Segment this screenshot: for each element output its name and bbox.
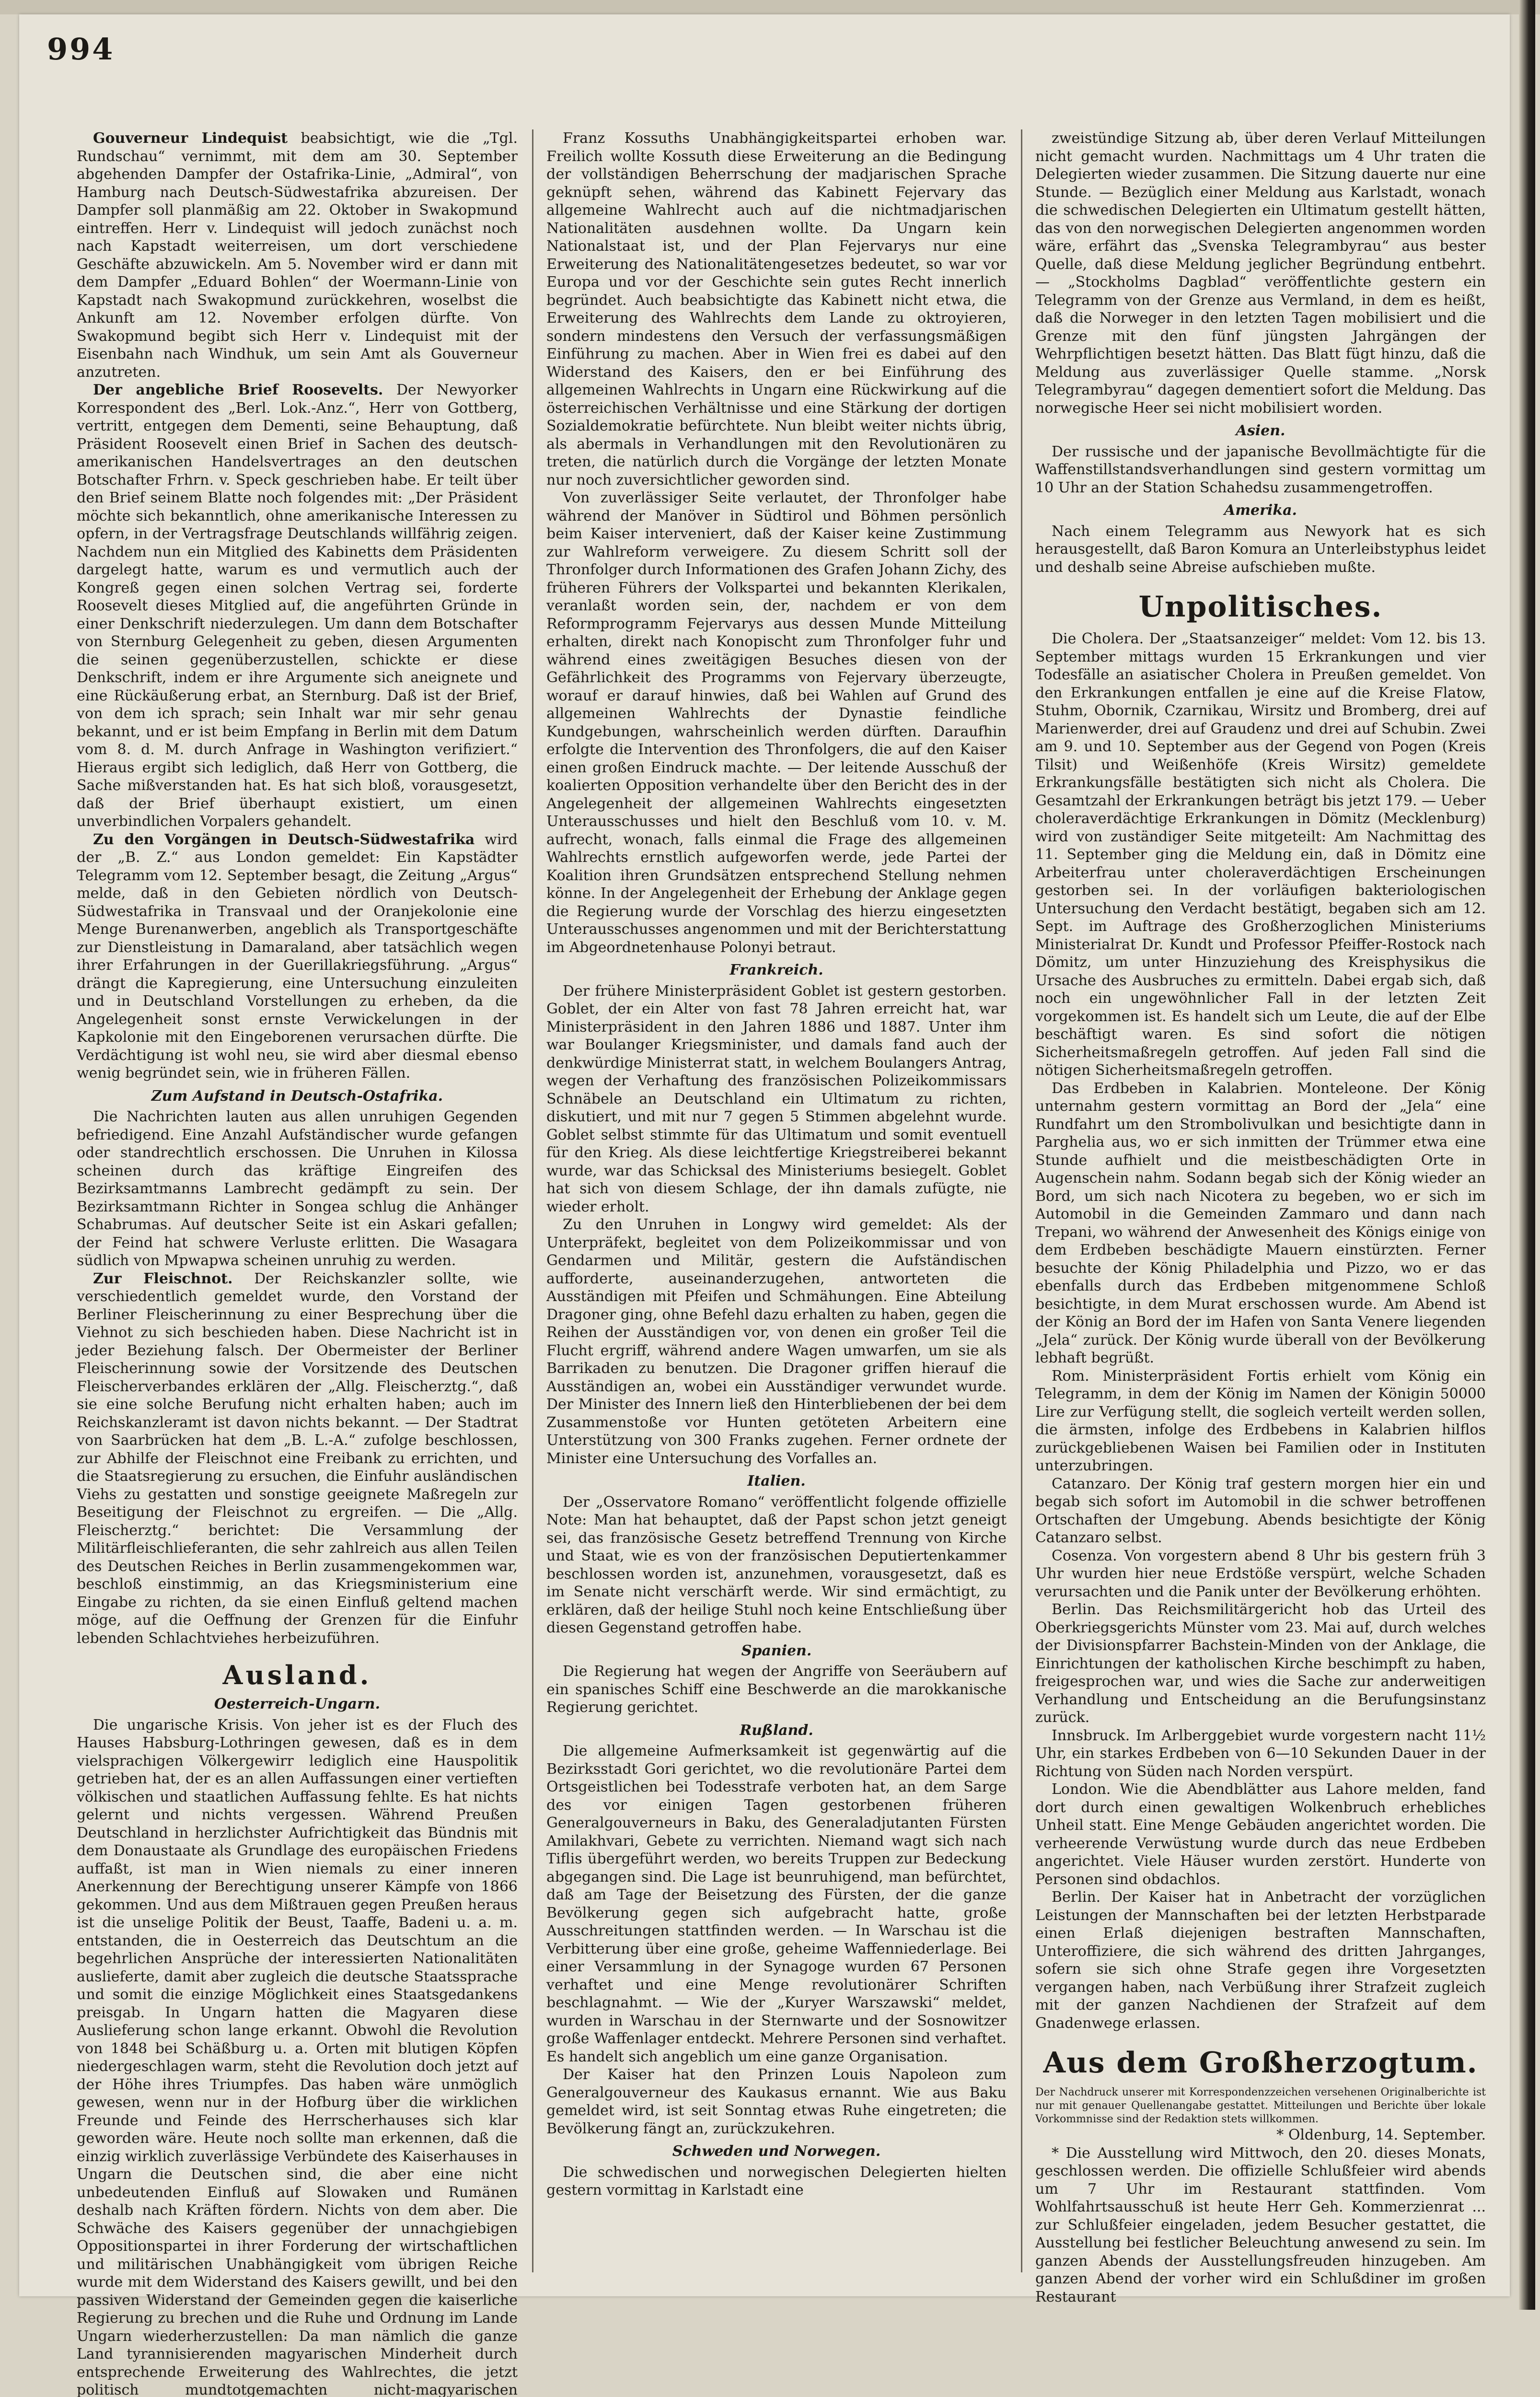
article-paragraph: [1035, 1547, 1486, 1601]
subheading: Zum Aufstand in Deutsch-Ostafrika.: [77, 1087, 518, 1105]
article-text: Nach einem Telegramm aus Newyork hat es sich herausgestellt, daß Baron Komura an Unterleibstyphus leidet und deshalb seine Abreise aufschieben mußte.: [1035, 523, 1486, 576]
subheading: Schweden und Norwegen.: [546, 2142, 1007, 2161]
section-heading: Aus dem Großherzogtum.: [1035, 2046, 1486, 2080]
column-2: [546, 129, 1007, 2272]
column-rule-2: [1021, 129, 1022, 2272]
article-paragraph: [77, 831, 518, 1082]
article-text: Berlin. Das Reichsmilitärgericht hob das Urteil des Oberkriegsgerichts Münster vom 23. Mai auf, durch welches der Divisionspfarrer Bachstein-Minden von der Anklage, die Einrichtungen der katholischen Kirche beschimpft zu haben, freigesprochen war, und wies die Sache zur anderweitigen Verhandlung und Entscheidung an die Berufungsinstanz zurück.: [1035, 1601, 1486, 1726]
subheading: Rußland.: [546, 1722, 1007, 1740]
article-paragraph: [77, 1270, 518, 1648]
article-paragraph: [546, 1216, 1007, 1467]
scan-top-band: [0, 0, 1540, 14]
subheading: Asien.: [1035, 422, 1486, 440]
subheading: Oesterreich-Ungarn.: [77, 1695, 518, 1713]
article-text: Das Erdbeben in Kalabrien. Monteleone. Der König unternahm gestern vormittag an Bord der „Jela“ eine Rundfahrt um den Strombolivulkan und besichtigte dann in Parghelia aus, wo er sich inmitten der Trümmer etwa eine Stunde aufhielt und die meistbeschädigten Orte in Augenschein nahm. Sodann begab sich der König wieder an Bord, um sich nach Nicotera zu begeben, wo er sich im Automobil in die Gemeinden Zammaro und dann nach Trepani, wo während der Anwesenheit des Königs einige von dem Erdbeben beschädigte Mauern einstürzten. Ferner besuchte der König Philadelphia und Pizzo, wo er das ebenfalls durch das Erdbeben mitgenommene Schloß besichtigte, in dem Murat erschossen wurde. Am Abend ist der König an Bord der im Hafen von Santa Venere liegenden „Jela“ zurück. Der König wurde überall von der Bevölkerung lebhaft begrüßt.: [1035, 1080, 1486, 1367]
article-paragraph: [546, 129, 1007, 489]
article-paragraph: [1035, 1780, 1486, 1888]
article-paragraph: [546, 982, 1007, 1216]
article-text: Catanzaro. Der König traf gestern morgen hier ein und begab sich sofort im Automobil in die schwer betroffenen Ortschaften der Umgebung. Abends besichtigte der König Catanzaro selbst.: [1035, 1476, 1486, 1547]
subheading: Italien.: [546, 1472, 1007, 1490]
article-text: wird der „B. Z.“ aus London gemeldet: Ein Kapstädter Telegramm vom 12. September besagt, die Zeitung „Argus“ melde, daß in den Gebieten nördlich von Deutsch-Südwestafrika in Transvaal und der Oranjekolonie eine Menge Burenanwerben, angeblich als Transportgeschäfte zur Dienstleistung in Damaraland, aber tatsächlich wegen ihrer Erfahrungen in der Guerillakriegsführung. „Argus“ drängt die Kapregierung, eine Untersuchung einzuleiten und in Deutschland Vorstellungen zu erheben, da die Angelegenheit sonst ernste Verwickelungen in der Kapkolonie mit den Eingeborenen verursachen dürfte. Die Verdächtigung ist wohl neu, sie wird aber diesmal ebenso wenig begründet sein, wie in früheren Fällen.: [77, 831, 518, 1082]
article-text: Die schwedischen und norwegischen Delegierten hielten gestern vormittag in Karlstadt eine: [546, 2164, 1007, 2199]
article-text: Von zuverlässiger Seite verlautet, der Thronfolger habe während der Manöver in Südtirol und Böhmen persönlich beim Kaiser interveniert, daß der Kaiser keine Zustimmung zur Wahlreform verweigere. Zu diesem Schritt soll der Thronfolger durch Informationen des Grafen Johann Zichy, des früheren Führers der Volkspartei und bekannten Klerikalen, veranlaßt worden sein, der, nachdem er von dem Reformprogramm Fejervarys aus dessen Munde Mitteilung erhalten, direkt nach Konopischt zum Thronfolger fuhr und während eines zweitägigen Besuches diesen von der Gefährlichkeit des Programms von Fejervary überzeugte, worauf er darauf hinwies, daß bei Wahlen auf Grund des allgemeinen Wahlrechts der Dynastie feindliche Kundgebungen, wahrscheinlich werden dürften. Daraufhin erfolgte die Intervention des Thronfolgers, die auf den Kaiser einen großen Eindruck machte. — Der leitende Ausschuß der koalierten Opposition verhandelte über den Bericht des in der Angelegenheit der allgemeinen Wahlrechts eingesetzten Unterausschusses und hielt den Beschluß vom 10. v. M. aufrecht, wonach, falls einmal die Frage des allgemeinen Wahlrechts ernstlich aufgeworfen werde, jede Partei der Koalition ihren Grundsätzen entsprechend Stellung nehmen könne. In der Angelegenheit der Erhebung der Anklage gegen die Regierung wurde der Vorschlag des hierzu eingesetzten Unterausschusses angenommen und mit der Berichterstattung im Abgeordnetenhause Polonyi betraut.: [546, 489, 1007, 956]
article-paragraph: [1035, 1727, 1486, 1781]
article-text: Der russische und der japanische Bevollmächtigte für die Waffenstillstandsverhandlungen sind gestern vormittag um 10 Uhr an der Station Schahedsu zusammengetroffen.: [1035, 443, 1486, 496]
article-text: Rom. Ministerpräsident Fortis erhielt vom König ein Telegramm, in dem der König im Namen der Königin 50000 Lire zur Verfügung stellt, die sogleich verteilt werden sollen, die ärmsten, infolge des Erdbebens in Kalabrien hilflos zurückgebliebenen Waisen bei Familien oder in Instituten unterzubringen.: [1035, 1368, 1486, 1475]
article-text: Zu den Unruhen in Longwy wird gemeldet: Als der Unterpräfekt, begleitet von dem Polizeikommissar und von Gendarmen und Militär, gestern die Aufständischen aufforderte, auseinanderzugehen, antworteten die Ausständigen mit Pfeifen und Schmähungen. Eine Abteilung Dragoner ging, ohne Befehl dazu erhalten zu haben, gegen die Reihen der Ausständigen vor, von denen ein großer Teil die Flucht ergriff, während andere Wagen umwarfen, um sie als Barrikaden zu benutzen. Die Dragoner griffen hierauf die Ausständigen an, wobei ein Ausständiger verwundet wurde. Der Minister des Innern ließ den Hinterbliebenen der bei dem Zusammenstoße vor Hunten getöteten Arbeitern eine Unterstützung von 300 Franks zugehen. Ferner ordnete der Minister eine Untersuchung des Vorfalles an.: [546, 1216, 1007, 1467]
article-text: Der „Osservatore Romano“ veröffentlicht folgende offizielle Note: Man hat behauptet, daß der Papst schon jetzt geneigt sei, das französische Gesetz betreffend Trennung von Kirche und Staat, wie es von der französischen Deputiertenkammer beschlossen worden ist, anzunehmen, vorausgesetzt, daß es im Senate nicht verschärft werde. Wir sind ermächtigt, zu erklären, daß der heilige Stuhl noch keine Entschließung über diesen Gegenstand getroffen habe.: [546, 1494, 1007, 1637]
article-paragraph: [546, 2164, 1007, 2199]
article-paragraph: [546, 1663, 1007, 1717]
article-lead: Gouverneur Lindequist: [93, 130, 288, 147]
newspaper-page: [19, 14, 1510, 2296]
article-paragraph: [546, 1742, 1007, 2066]
article-paragraph: [1035, 523, 1486, 577]
article-paragraph: [77, 381, 518, 831]
article-text: Innsbruck. Im Arlberggebiet wurde vorgestern nacht 11½ Uhr, ein starkes Erdbeben von 6—10 Sekunden Dauer in der Richtung von Süden nach Norden verspürt.: [1035, 1727, 1486, 1780]
article-paragraph: [546, 489, 1007, 956]
article-lead: Zu den Vorgängen in Deutsch-Südwestafrika: [93, 831, 475, 848]
article-paragraph: [1035, 630, 1486, 1080]
section-heading: Ausland.: [77, 1660, 518, 1690]
article-paragraph: [77, 1716, 518, 2397]
article-paragraph: [546, 1493, 1007, 1637]
article-paragraph: [1035, 129, 1486, 417]
article-text: Berlin. Der Kaiser hat in Anbetracht der vorzüglichen Leistungen der Mannschaften bei der letzten Herbstparade einen Erlaß diejenigen bestraften Mannschaften, Unteroffiziere, die sich während des dritten Jahrganges, sofern sie sich ohne Strafe gegen ihre Vorgesetzten vergangen haben, nach Verbüßung ihrer Strafzeit zugleich mit der ganzen Nachdienen der Strafzeit auf dem Gnadenwege erlassen.: [1035, 1889, 1486, 2032]
article-text: Cosenza. Von vorgestern abend 8 Uhr bis gestern früh 3 Uhr wurden hier neue Erdstöße verspürt, welche Schaden verursachten und die Panik unter der Bevölkerung erhöhten.: [1035, 1548, 1486, 1600]
article-paragraph: [1035, 2144, 1486, 2306]
page-number: 994: [47, 32, 115, 67]
article-text: * Die Ausstellung wird Mittwoch, den 20. dieses Monats, geschlossen werden. Die offizielle Schlußfeier wird abends um 7 Uhr im Restaurant stattfinden. Vom Wohlfahrtsausschuß ist heute Herr Geh. Kommerzienrat ... zur Schlußfeier eingeladen, jedem Besucher gestattet, die Ausstellung bei festlicher Beleuchtung anwesend zu sein. Im ganzen Abends der Ausstellungsfreuden hinzugeben. Am ganzen Abend der vorher wird ein Schlußdiner im großen Restaurant: [1035, 2145, 1486, 2305]
column-3: [1035, 129, 1486, 2272]
column-1: [77, 129, 518, 2272]
article-text: zweistündige Sitzung ab, über deren Verlauf Mitteilungen nicht gemacht wurden. Nachmittags um 4 Uhr traten die Delegierten wieder zusammen. Die Sitzung dauerte nur eine Stunde. — Bezüglich einer Meldung aus Karlstadt, wonach die schwedischen Delegierten ein Ultimatum gestellt hätten, das von den norwegischen Delegierten angenommen worden wäre, erfährt das „Svenska Telegrambyrau“ aus bester Quelle, daß diese Meldung jeglicher Begründung entbehrt. — „Stockholms Dagblad“ veröffentlichte gestern ein Telegramm von der Grenze aus Vermland, in dem es heißt, daß die Norweger in den letzten Tagen mobilisiert und die Grenze mit den fünf jüngsten Jahrgängen der Wehrpflichtigen besetzt hätten. Das Blatt fügt hinzu, daß die Meldung aus zuverlässiger Quelle stamme. „Norsk Telegrambyrau“ dagegen dementiert sofort die Meldung. Das norwegische Heer sei nicht mobilisiert worden.: [1035, 130, 1486, 417]
subheading: Spanien.: [546, 1642, 1007, 1660]
article-text: Der Newyorker Korrespondent des „Berl. Lok.-Anz.“, Herr von Gottberg, vertritt, entgegen dem Dementi, seine Behauptung, daß Präsident Roosevelt einen Brief in Sachen des deutsch-amerikanischen Handelsvertrages an den deutschen Botschafter Frhrn. v. Speck geschrieben habe. Er teilt über den Brief seinem Blatte noch folgendes mit: „Der Präsident möchte sich bekanntlich, ohne amerikanische Interessen zu opfern, in der Vertragsfrage Deutschlands willfährig zeigen. Nachdem nun ein Mitglied des Kabinetts dem Präsidenten dargelegt hatte, warum es und vermutlich auch der Kongreß gegen einen solchen Vertrag sei, forderte Roosevelt dieses Mitglied auf, die angeführten Gründe in einer Denkschrift niederzulegen. Um dann dem Botschafter von Sternburg Gelegenheit zu geben, diesen Argumenten die seinen gegenüberzustellen, schickte er diese Denkschrift, indem er ihre Argumente sich aneignete und eine Rückäußerung erbat, an Sternburg. Daß ist der Brief, von dem ich sprach; sein Inhalt war mir sehr genau bekannt, und er ist beim Empfang in Berlin mit dem Datum vom 8. d. M. durch Anfrage in Washington verifiziert.“ Hieraus ergibt sich lediglich, daß Herr von Gottberg, die Sache mißverstanden hat. Es hat sich bloß, vorausgesetzt, daß der Brief überhaupt existiert, um einen unverbindlichen Vorpalers gehandelt.: [77, 382, 518, 830]
article-paragraph: [1035, 1367, 1486, 1475]
scan-binding-edge: [1519, 0, 1535, 2310]
article-paragraph: [1035, 1080, 1486, 1367]
article-text: Die Cholera. Der „Staatsanzeiger“ meldet: Vom 12. bis 13. September mittags wurden 15 Erkrankungen und vier Todesfälle an asiatischer Cholera in Preußen gemeldet. Von den Erkrankungen entfallen je eine auf die Kreise Flatow, Stuhm, Obornik, Czarnikau, Wirsitz und Bromberg, drei auf Marienwerder, drei auf Graudenz und drei auf Schubin. Zwei am 9. und 10. September aus der Gegend von Pogen (Kreis Tilsit) und Weißenhöfe (Kreis Wirsitz) gemeldete Erkrankungsfälle bestätigten sich nicht als Cholera. Die Gesamtzahl der Erkrankungen beträgt bis jetzt 179. — Ueber choleraverdächtige Erkrankungen in Dömitz (Mecklenburg) wird von zuständiger Seite mitgeteilt: Am Nachmittag des 11. September ging die Meldung ein, daß in Dömitz eine Arbeiterfrau unter choleraverdächtigen Erscheinungen gestorben sei. In der vorläufigen bakteriologischen Untersuchung den Verdacht bestätigt, begaben sich am 12. Sept. im Auftrage des Großherzoglichen Ministeriums Ministerialrat Dr. Kundt und Professor Pfeiffer-Rostock nach Dömitz, um unter Hinzuziehung des Kreisphysikus die Ursache des Ausbruches zu ermitteln. Dabei ergab sich, daß noch ein ungewöhnlicher Fall in der letzten Zeit vorgekommen ist. Es handelt sich um Leute, die auf der Elbe beschäftigt waren. Es sind sofort die nötigen Sicherheitsmaßregeln getroffen. Auf jeden Fall sind die nötigen Sicherheitsmaßregeln getroffen.: [1035, 630, 1486, 1079]
article-lead: Der angebliche Brief Roosevelts.: [93, 382, 383, 398]
article-text: Die allgemeine Aufmerksamkeit ist gegenwärtig auf die Bezirksstadt Gori gerichtet, wo die revolutionäre Partei dem Ortsgeistlichen bei Todesstrafe verboten hat, an dem Sarge des vor einigen Tagen gestorbenen früheren Generalgouverneurs in Baku, des Generaladjutanten Fürsten Amilakhvari, Gebete zu verrichten. Niemand wagt sich nach Tiflis übergeführt werden, wo bereits Truppen zur Bedeckung abgegangen sind. Die Lage ist beunruhigend, man befürchtet, daß am Tage der Beisetzung des Fürsten, der die ganze Bevölkerung gegen sich aufgebracht hatte, große Ausschreitungen stattfinden werden. — In Warschau ist die Verbitterung über eine große, geheime Waffenniederlage. Bei einer Versammlung in der Synagoge wurden 67 Personen verhaftet und eine Menge revolutionärer Schriften beschlagnahmt. — Wie der „Kuryer Warszawski“ meldet, wurden in Warschau in der Sternwarte und der Sosnowitzer große Waffenlager entdeckt. Mehrere Personen sind verhaftet. Es handelt sich angeblich um eine ganze Organisation.: [546, 1743, 1007, 2065]
article-lead: Zur Fleischnot.: [93, 1270, 232, 1287]
article-text: Franz Kossuths Unabhängigkeitspartei erhoben war. Freilich wollte Kossuth diese Erweiterung an die Bedingung der vollständigen Beherrschung der madjarischen Sprache geknüpft sehen, während das Kabinett Fejervary das allgemeine Wahlrecht auch auf die nichtmadjarischen Nationalitäten ausdehnen wollte. Da Ungarn kein Nationalstaat ist, und der Plan Fejervarys nur eine Erweiterung des Nationalitätengesetzes bedeutet, so war vor Europa und vor der Geschichte sein gutes Recht innerlich begründet. Auch beabsichtigte das Kabinett nicht etwa, die Erweiterung des Wahlrechts dem Lande zu oktroyieren, sondern mindestens den Versuch der verfassungsmäßigen Einführung zu machen. Aber in Wien frei es dabei auf den Widerstand des Kaisers, den er bei Einführung des allgemeinen Wahlrechts in Ungarn eine Rückwirkung auf die österreichischen Verhältnisse und eine Stärkung der dortigen Sozialdemokratie befürchtete. Nun bleibt weiter nichts übrig, als abermals in Verhandlungen mit den Revolutionären zu treten, die natürlich durch die Vorgänge der letzten Monate nur noch zuversichtlicher geworden sind.: [546, 130, 1007, 489]
article-text: beabsichtigt, wie die „Tgl. Rundschau“ vernimmt, mit dem am 30. September abgehenden Dampfer der Ostafrika-Linie, „Admiral“, von Hamburg nach Deutsch-Südwestafrika abzureisen. Der Dampfer soll planmäßig am 22. Oktober in Swakopmund eintreffen. Herr v. Lindequist will jedoch zunächst noch nach Kapstadt weiterreisen, um dort verschiedene Geschäfte abzuwickeln. Am 5. November wird er dann mit dem Dampfer „Eduard Bohlen“ der Woermann-Linie von Kapstadt nach Swakopmund zurückkehren, woselbst die Ankunft am 12. November erfolgen dürfte. Von Swakopmund begibt sich Herr v. Lindequist mit der Eisenbahn nach Windhuk, um sein Amt als Gouverneur anzutreten.: [77, 130, 518, 381]
section-heading: Unpolitisches.: [1035, 590, 1486, 624]
article-paragraph: [77, 1108, 518, 1270]
section-notice: Der Nachdruck unserer mit Korrespondenzzeichen versehenen Originalberichte ist nur mit genauer Quellenangabe gestattet. Mitteilungen und Berichte über lokale Vorkommnisse sind der Redaktion stets willkommen.: [1035, 2086, 1486, 2126]
column-rule-1: [532, 129, 533, 2272]
article-paragraph: [1035, 1601, 1486, 1727]
article-paragraph: [1035, 1888, 1486, 2032]
article-paragraph: [546, 2066, 1007, 2138]
article-text: Die Regierung hat wegen der Angriffe von Seeräubern auf ein spanisches Schiff eine Beschwerde an die marokkanische Regierung gerichtet.: [546, 1663, 1007, 1716]
subheading: Amerika.: [1035, 501, 1486, 520]
article-text: Der Reichskanzler sollte, wie verschiedentlich gemeldet wurde, den Vorstand der Berliner Fleischerinnung zu einer Besprechung über die Viehnot zu sich beschieden haben. Diese Nachricht ist in jeder Beziehung falsch. Der Obermeister der Berliner Fleischerinnung sowie der Vorsitzende des Deutschen Fleischerverbandes erklären der „Allg. Fleischerztg.“, daß sie eine solche Berufung nicht erhalten haben; auch im Reichskanzleramt ist davon nichts bekannt. — Der Stadtrat von Saarbrücken hat dem „B. L.-A.“ zufolge beschlossen, zur Abhilfe der Fleischnot eine Freibank zu errichten, und die Staatsregierung zu ersuchen, die Einfuhr ausländischen Viehs zu gestatten und sonstige geeignete Maßregeln zur Beseitigung der Fleischnot zu ergreifen. — Die „Allg. Fleischerztg.“ berichtet: Die Versammlung der Militärfleischlieferanten, die sehr zahlreich aus allen Teilen des Deutschen Reiches in Berlin zusammengekommen war, beschloß einstimmig, an das Kriegsministerium eine Eingabe zu richten, da sie einen Einfluß geltend machen möge, auf die Oeffnung der Grenzen für die Einfuhr lebenden Schlachtviehes herbeizuführen.: [77, 1270, 518, 1647]
article-paragraph: [77, 129, 518, 381]
dateline: * Oldenburg, 14. September.: [1035, 2126, 1486, 2144]
article-text: Die ungarische Krisis. Von jeher ist es der Fluch des Hauses Habsburg-Lothringen gewesen, daß es in dem vielsprachigen Völkergewirr lediglich eine Hauspolitik getrieben hat, der es an allen Auffassungen einer vertieften völkischen und staatlichen Auffassung fehlte. Es hat nichts gelernt und nichts vergessen. Während Preußen Deutschland in herzlichster Aufrichtigkeit das Bündnis mit dem Donaustaate als Grundlage des europäischen Friedens auffaßt, ist man in Wien niemals zu einer inneren Anerkennung der Berechtigung unserer Kämpfe von 1866 gekommen. Und aus dem Mißtrauen gegen Preußen heraus ist die unselige Politik der Beust, Taaffe, Badeni u. a. m. entstanden, die in Oesterreich das Deutschtum an die begehrlichen Ansprüche der interessierten Nationalitäten auslieferte, damit aber zugleich die deutsche Staatssprache und somit die einzige Möglichkeit eines Staatsgedankens preisgab. In Ungarn hatten die Magyaren diese Auslieferung schon lange erkannt. Obwohl die Revolution von 1848 bei Schäßburg u. a. Orten mit blutigen Köpfen niedergeschlagen warm, steht die Revolution doch jetzt auf der Höhe ihres Triumpfes. Das haben wäre unmöglich gewesen, wenn nur in der Hofburg über die wirklichen Freunde und Feinde des Herrscherhauses sich klar geworden wäre. Heute noch sollte man erkennen, daß die einzig wirklich zuverlässige Verbündete des Kaiserhauses in Ungarn die Deutschen sind, die aber eine nicht unbedeutenden Einfluß auf Slowaken und Rumänen deshalb nach Kräften fördern. Nichts von dem aber. Die Schwäche des Kaisers gegenüber der unnachgiebigen Oppositionspartei in ihrer Forderung der wirtschaftlichen und militärischen Unabhängigkeit vom übrigen Reiche wurde mit dem Widerstand des Kaisers gewillt, und bei den passiven Widerstand der Gemeinden gegen die kaiserliche Regierung zu brechen und die Ruhe und Ordnung im Lande Ungarn wiederherzustellen: Da man nämlich die ganze Land tyrannisierenden magyarischen Minderheit durch entsprechende Erweiterung des Wahlrechtes, die jetzt politisch mundtotgemachten nicht-magyarischen: [77, 1717, 518, 2397]
article-text: Die Nachrichten lauten aus allen unruhigen Gegenden befriedigend. Eine Anzahl Aufständischer wurde gefangen oder standrechtlich erschossen. Die Unruhen in Kilossa scheinen durch das kräftige Eingreifen des Bezirksamtmanns Lambrecht gedämpft zu sein. Der Bezirksamtmann Richter in Songea schlug die Anhänger Schabrumas. Auf deutscher Seite ist ein Askari gefallen; der Feind hat schwere Verluste erlitten. Die Wasagara südlich von Mpwapwa scheinen unruhig zu werden.: [77, 1108, 518, 1269]
article-text: London. Wie die Abendblätter aus Lahore melden, fand dort durch einen gewaltigen Wolkenbruch erhebliches Unheil statt. Eine Menge Gebäuden angerichtet worden. Die verheerende Verwüstung wurde durch das neue Erdbeben angerichtet. Viele Häuser wurden zerstört. Hunderte von Personen sind obdachlos.: [1035, 1781, 1486, 1888]
article-paragraph: [1035, 443, 1486, 497]
subheading: Frankreich.: [546, 961, 1007, 979]
article-text: Der frühere Ministerpräsident Goblet ist gestern gestorben. Goblet, der ein Alter von fast 78 Jahren erreicht hat, war Ministerpräsident in den Jahren 1886 und 1887. Unter ihm war Boulanger Kriegsminister, und damals fand auch der denkwürdige Ministerrat statt, in welchem Boulangers Antrag, wegen der Verhaftung des französischen Polizeikommissars Schnäbele an Deutschland ein Ultimatum zu richten, diskutiert, und mit nur 7 gegen 5 Stimmen abgelehnt wurde. Goblet selbst stimmte für das Ultimatum und somit eventuell für den Krieg. Als diese leichtfertige Kriegstreiberei bekannt wurde, war das Schicksal des Ministeriums besiegelt. Goblet hat sich von diesem Schlage, der ihn damals zufügte, nie wieder erholt.: [546, 983, 1007, 1215]
article-text: Der Kaiser hat den Prinzen Louis Napoleon zum Generalgouverneur des Kaukasus ernannt. Wie aus Baku gemeldet wird, ist seit Sonntag etwas Ruhe eingetreten; die Bevölkerung fängt an, zurückzukehren.: [546, 2066, 1007, 2137]
article-paragraph: [1035, 1475, 1486, 1547]
